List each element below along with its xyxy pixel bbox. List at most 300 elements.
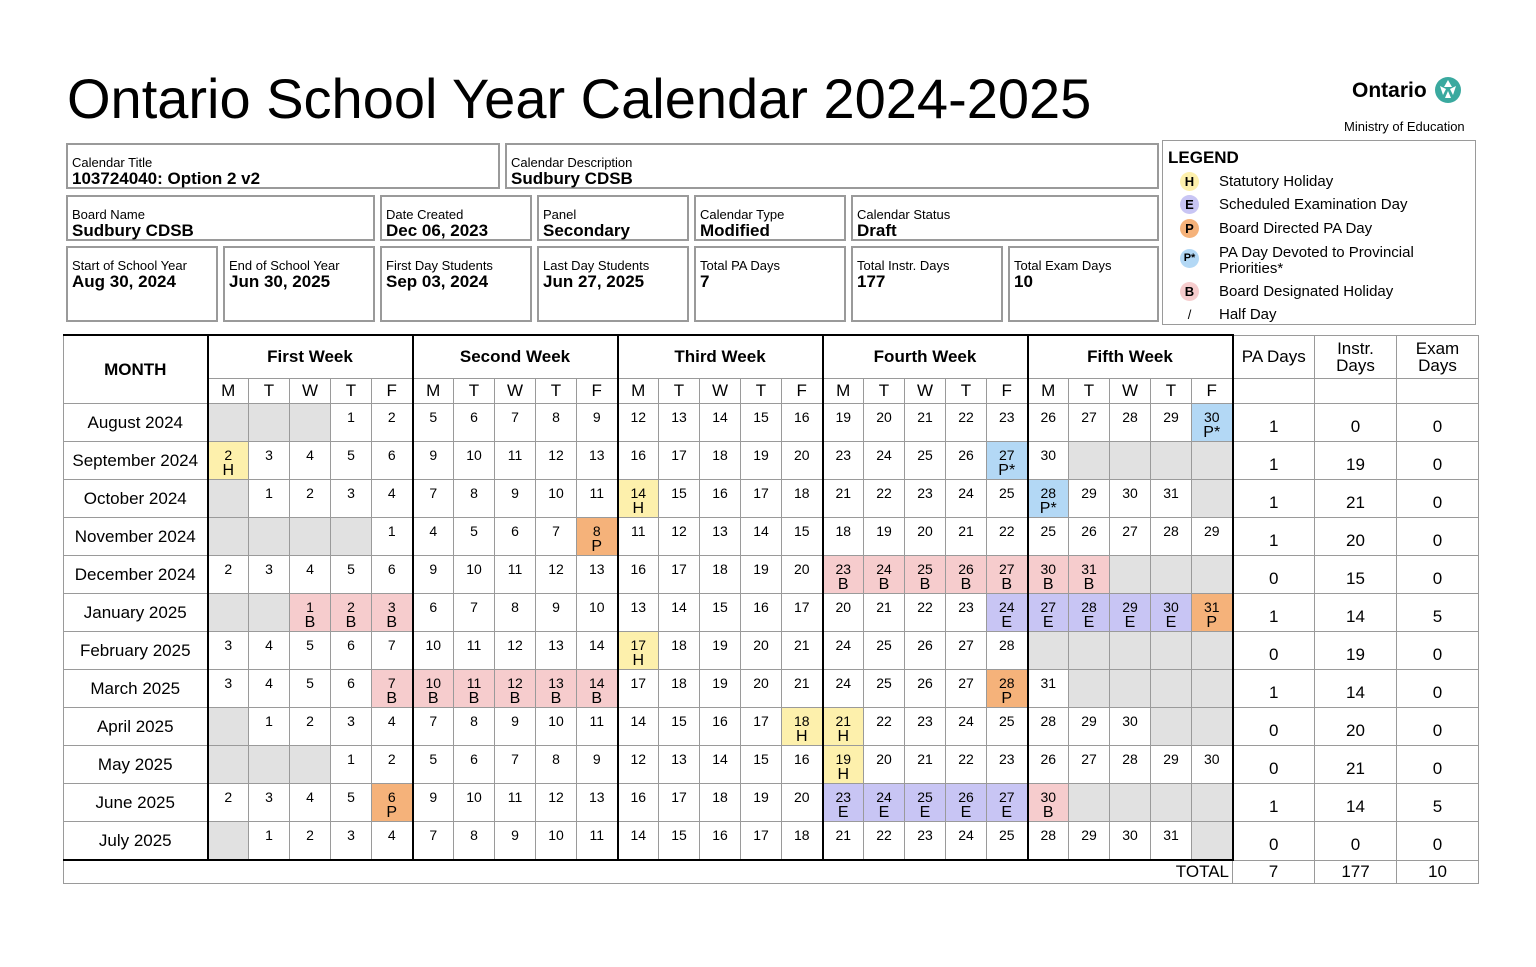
day-cell — [987, 594, 1028, 632]
day-cell — [577, 632, 618, 670]
day-cell — [905, 594, 946, 632]
day-cell — [1151, 480, 1192, 518]
day-marker: H — [795, 728, 808, 745]
day-number: 15 — [753, 409, 769, 425]
day-cell — [823, 594, 864, 632]
instr-days-value: 20 — [1315, 518, 1397, 556]
day-marker: H — [222, 462, 235, 479]
instr-days-value: 14 — [1315, 784, 1397, 822]
day-number: 23 — [958, 599, 974, 615]
day-marker: B — [960, 576, 972, 593]
day-cell — [1028, 746, 1069, 784]
day-number: 15 — [793, 523, 810, 539]
day-cell — [700, 632, 741, 670]
month-name: July 2025 — [64, 822, 208, 861]
day-number: 24 — [835, 675, 852, 691]
day-cell — [1110, 518, 1151, 556]
day-number: 29 — [1203, 523, 1220, 539]
day-number: 25 — [876, 675, 892, 691]
month-row — [64, 480, 1479, 518]
day-cell — [987, 670, 1028, 708]
day-cell — [331, 442, 372, 480]
day-cell — [905, 404, 946, 442]
total-instr-box — [851, 246, 1003, 322]
day-cell — [823, 632, 864, 670]
day-cell — [1028, 442, 1069, 480]
day-number: 18 — [671, 675, 687, 691]
empty-day-cell — [1192, 670, 1233, 708]
day-number: 24 — [876, 561, 892, 577]
day-number: 16 — [793, 409, 810, 425]
day-cell — [864, 746, 905, 784]
calendar-description-box — [505, 143, 1159, 189]
day-cell — [495, 708, 536, 746]
day-number: 9 — [511, 485, 519, 501]
day-number: 6 — [347, 637, 355, 653]
day-cell — [618, 784, 659, 822]
day-cell — [659, 442, 700, 480]
day-number: 12 — [507, 675, 523, 691]
empty-day-cell — [249, 746, 290, 784]
day-number: 13 — [588, 789, 605, 805]
day-cell — [413, 670, 454, 708]
day-marker: B — [837, 576, 849, 593]
day-number: 11 — [507, 561, 523, 577]
day-cell — [413, 556, 454, 594]
total-pa-box — [694, 246, 846, 322]
day-cell — [700, 556, 741, 594]
day-marker: B — [345, 614, 357, 631]
day-letter-header: T — [331, 379, 372, 404]
week-header: Second Week — [413, 335, 618, 379]
empty-day-cell — [331, 518, 372, 556]
day-number: 11 — [630, 523, 646, 539]
day-cell — [864, 632, 905, 670]
empty-day-cell — [1151, 670, 1192, 708]
day-marker: B — [878, 576, 890, 593]
week-header: First Week — [208, 335, 413, 379]
day-number: 16 — [630, 447, 647, 463]
calendar-title-box — [66, 143, 500, 189]
day-cell — [331, 632, 372, 670]
empty-day-cell — [1110, 632, 1151, 670]
day-number: 13 — [588, 561, 605, 577]
day-number: 23 — [835, 561, 852, 577]
field-label: Date Created — [386, 207, 464, 222]
empty-day-cell — [1192, 480, 1233, 518]
day-cell — [577, 708, 618, 746]
day-number: 6 — [387, 447, 396, 463]
day-number: 2 — [224, 447, 233, 463]
day-cell — [372, 594, 413, 632]
day-cell — [946, 480, 987, 518]
day-marker: B — [1042, 804, 1054, 821]
day-cell — [946, 404, 987, 442]
day-number: 21 — [835, 713, 852, 729]
day-cell — [618, 632, 659, 670]
empty-day-cell — [1151, 708, 1192, 746]
day-number: 1 — [265, 827, 273, 843]
day-cell — [987, 442, 1028, 480]
empty-day-cell — [208, 822, 249, 861]
day-marker: B — [386, 614, 398, 631]
day-cell — [372, 556, 413, 594]
month-name: November 2024 — [64, 518, 208, 556]
field-value: Aug 30, 2024 — [72, 272, 176, 291]
summary-blank-header — [1315, 379, 1397, 404]
day-cell — [905, 632, 946, 670]
day-cell — [946, 822, 987, 861]
day-cell — [987, 632, 1028, 670]
day-cell — [905, 746, 946, 784]
empty-day-cell — [290, 518, 331, 556]
day-number: 20 — [835, 599, 852, 615]
day-number: 25 — [876, 637, 892, 653]
day-number: 27 — [1081, 751, 1097, 767]
day-cell — [946, 784, 987, 822]
day-number: 23 — [998, 751, 1015, 767]
day-cell — [987, 404, 1028, 442]
day-number: 3 — [265, 561, 273, 577]
field-label: Total Exam Days — [1014, 258, 1112, 273]
day-cell — [290, 784, 331, 822]
legend-text: Board Designated Holiday — [1219, 283, 1394, 300]
legend — [1162, 140, 1476, 325]
day-cell — [208, 670, 249, 708]
day-cell — [413, 480, 454, 518]
day-marker: P* — [1203, 424, 1221, 441]
day-number: 2 — [306, 485, 314, 501]
day-number: 2 — [387, 751, 396, 767]
day-cell — [536, 632, 577, 670]
empty-day-cell — [1069, 442, 1110, 480]
day-number: 28 — [1081, 599, 1097, 615]
day-number: 9 — [511, 827, 519, 843]
day-cell — [536, 708, 577, 746]
day-marker: H — [837, 766, 850, 783]
day-cell — [536, 404, 577, 442]
day-cell — [1110, 404, 1151, 442]
day-number: 7 — [387, 675, 396, 691]
day-number: 14 — [630, 827, 647, 843]
day-number: 6 — [387, 789, 396, 805]
pa-day-icon: P — [1180, 219, 1199, 238]
day-number: 5 — [429, 409, 438, 425]
half-day-icon: / — [1187, 307, 1192, 322]
day-number: 1 — [347, 751, 355, 767]
day-cell — [1151, 404, 1192, 442]
day-marker: E — [1083, 614, 1095, 631]
day-number: 27 — [1040, 599, 1057, 615]
pa-days-value: 0 — [1233, 708, 1315, 746]
month-row — [64, 442, 1479, 480]
day-cell — [659, 480, 700, 518]
total-exam-box — [1008, 246, 1159, 322]
day-number: 22 — [958, 751, 974, 767]
day-cell — [741, 708, 782, 746]
month-row — [64, 594, 1479, 632]
day-marker: B — [919, 576, 931, 593]
day-cell — [659, 632, 700, 670]
day-cell — [741, 518, 782, 556]
day-number: 28 — [1040, 827, 1057, 843]
day-letter-header: F — [577, 379, 618, 404]
total-exam-value: 10 — [1397, 860, 1479, 884]
day-number: 26 — [1040, 409, 1057, 425]
day-cell — [454, 822, 495, 861]
day-number: 20 — [753, 675, 769, 691]
day-cell — [372, 784, 413, 822]
day-number: 20 — [876, 751, 892, 767]
week-header: Fourth Week — [823, 335, 1028, 379]
month-name: May 2025 — [64, 746, 208, 784]
day-cell — [331, 822, 372, 861]
empty-day-cell — [249, 518, 290, 556]
day-cell — [536, 442, 577, 480]
empty-day-cell — [1151, 442, 1192, 480]
day-cell — [495, 670, 536, 708]
day-number: 25 — [917, 561, 933, 577]
day-number: 5 — [306, 637, 314, 653]
day-cell — [782, 480, 823, 518]
day-cell — [331, 594, 372, 632]
day-cell — [290, 708, 331, 746]
day-cell — [782, 556, 823, 594]
day-number: 4 — [265, 675, 273, 691]
day-number: 5 — [347, 561, 355, 577]
day-cell — [1028, 594, 1069, 632]
day-cell — [1110, 708, 1151, 746]
exam-header-line2: Days — [1418, 355, 1457, 375]
day-letter-header: T — [741, 379, 782, 404]
day-number: 14 — [712, 751, 728, 767]
month-row — [64, 518, 1479, 556]
day-number: 18 — [712, 561, 728, 577]
day-number: 9 — [429, 561, 438, 577]
day-letter-header: M — [618, 379, 659, 404]
day-number: 6 — [347, 675, 355, 691]
day-number: 20 — [876, 409, 892, 425]
day-cell — [741, 404, 782, 442]
empty-day-cell — [1192, 556, 1233, 594]
day-letter-header: T — [659, 379, 700, 404]
exam-days-value: 0 — [1397, 518, 1479, 556]
day-number: 9 — [552, 599, 560, 615]
day-number: 10 — [548, 827, 564, 843]
panel-box — [537, 195, 689, 241]
day-number: 26 — [917, 675, 933, 691]
exam-days-value: 0 — [1397, 746, 1479, 784]
day-cell — [413, 518, 454, 556]
day-cell — [823, 518, 864, 556]
day-number: 4 — [306, 561, 314, 577]
day-cell — [987, 480, 1028, 518]
day-letter-header: T — [536, 379, 577, 404]
day-letter-header: T — [946, 379, 987, 404]
day-cell — [905, 556, 946, 594]
day-number: 27 — [998, 561, 1015, 577]
last-day-box — [537, 246, 689, 322]
day-cell — [372, 746, 413, 784]
day-number: 4 — [306, 789, 314, 805]
day-number: 3 — [224, 637, 233, 653]
field-value: Dec 06, 2023 — [386, 221, 489, 240]
day-marker: P — [1206, 614, 1218, 631]
day-cell — [454, 594, 495, 632]
logo-brand-text: Ontario — [1352, 79, 1427, 102]
day-cell — [577, 518, 618, 556]
day-cell — [372, 632, 413, 670]
day-number: 14 — [753, 523, 769, 539]
day-number: 28 — [1040, 713, 1057, 729]
empty-day-cell — [208, 594, 249, 632]
day-number: 29 — [1163, 409, 1179, 425]
month-row — [64, 746, 1479, 784]
day-cell — [823, 708, 864, 746]
day-number: 22 — [876, 713, 892, 729]
day-number: 31 — [1163, 485, 1179, 501]
day-cell — [659, 518, 700, 556]
legend-text: Scheduled Examination Day — [1219, 196, 1408, 213]
day-cell — [864, 480, 905, 518]
day-number: 4 — [306, 447, 314, 463]
day-cell — [741, 746, 782, 784]
month-row — [64, 632, 1479, 670]
day-cell — [741, 594, 782, 632]
day-letter-header: F — [1192, 379, 1233, 404]
day-number: 26 — [1040, 751, 1057, 767]
day-marker: B — [591, 690, 603, 707]
field-label: Panel — [543, 207, 577, 222]
day-number: 22 — [958, 409, 974, 425]
day-cell — [495, 822, 536, 861]
day-marker: B — [1042, 576, 1054, 593]
day-letter-header: M — [413, 379, 454, 404]
day-number: 19 — [835, 409, 852, 425]
exam-days-header — [1397, 335, 1479, 379]
field-value: Jun 27, 2025 — [543, 272, 645, 291]
day-cell — [823, 442, 864, 480]
day-number: 3 — [224, 675, 233, 691]
day-letter-header: F — [987, 379, 1028, 404]
day-cell — [1192, 518, 1233, 556]
pa-days-value: 0 — [1233, 746, 1315, 784]
day-number: 16 — [712, 827, 728, 843]
day-number: 30 — [1203, 751, 1220, 767]
month-name: June 2025 — [64, 784, 208, 822]
day-cell — [987, 784, 1028, 822]
day-cell — [700, 708, 741, 746]
day-number: 30 — [1163, 599, 1179, 615]
day-cell — [1028, 518, 1069, 556]
statutory-holiday-icon: H — [1180, 172, 1199, 191]
day-number: 13 — [588, 447, 605, 463]
day-cell — [249, 442, 290, 480]
month-name: September 2024 — [64, 442, 208, 480]
day-cell — [290, 556, 331, 594]
pa-days-header-text: PA Days — [1241, 347, 1306, 367]
day-cell — [823, 404, 864, 442]
day-marker: B — [550, 690, 562, 707]
day-letter-header: W — [495, 379, 536, 404]
exam-days-value: 0 — [1397, 632, 1479, 670]
day-cell — [1151, 746, 1192, 784]
day-cell — [249, 784, 290, 822]
total-pa-value: 7 — [1233, 860, 1315, 884]
day-cell — [1028, 480, 1069, 518]
legend-text: Statutory Holiday — [1219, 173, 1334, 190]
day-number: 15 — [671, 485, 687, 501]
day-cell — [577, 746, 618, 784]
day-number: 16 — [630, 561, 647, 577]
day-cell — [454, 404, 495, 442]
day-number: 31 — [1163, 827, 1179, 843]
day-cell — [290, 632, 331, 670]
day-cell — [536, 746, 577, 784]
ontario-logo — [1346, 74, 1476, 138]
day-cell — [905, 822, 946, 861]
day-number: 5 — [347, 447, 355, 463]
month-name: March 2025 — [64, 670, 208, 708]
day-cell — [618, 670, 659, 708]
day-letter-header: T — [1069, 379, 1110, 404]
day-cell — [208, 632, 249, 670]
day-number: 29 — [1081, 713, 1097, 729]
day-cell — [618, 404, 659, 442]
day-cell — [577, 670, 618, 708]
day-number: 21 — [793, 637, 810, 653]
day-cell — [331, 708, 372, 746]
day-cell — [782, 708, 823, 746]
ministry-name: Ministry of Education — [1344, 119, 1465, 134]
day-number: 2 — [347, 599, 355, 615]
day-number: 7 — [387, 637, 396, 653]
legend-text: Board Directed PA Day — [1219, 220, 1373, 237]
day-number: 21 — [876, 599, 892, 615]
day-number: 4 — [387, 827, 396, 843]
week-header: Third Week — [618, 335, 823, 379]
day-cell — [782, 404, 823, 442]
date-created-box — [380, 195, 532, 241]
day-cell — [741, 556, 782, 594]
month-row — [64, 556, 1479, 594]
field-label: Calendar Description — [511, 155, 633, 170]
day-cell — [1151, 594, 1192, 632]
day-number: 3 — [265, 447, 273, 463]
instr-days-value: 15 — [1315, 556, 1397, 594]
day-number: 16 — [712, 713, 728, 729]
day-cell — [946, 746, 987, 784]
day-number: 10 — [548, 713, 564, 729]
board-name-box — [66, 195, 375, 241]
empty-day-cell — [1151, 784, 1192, 822]
day-number: 18 — [835, 523, 852, 539]
day-number: 25 — [917, 789, 933, 805]
day-number: 20 — [793, 561, 810, 577]
empty-day-cell — [1192, 632, 1233, 670]
pa-days-value: 1 — [1233, 670, 1315, 708]
day-number: 8 — [470, 827, 478, 843]
month-header: MONTH — [64, 335, 208, 404]
empty-day-cell — [1192, 784, 1233, 822]
day-cell — [864, 556, 905, 594]
day-marker: P — [591, 538, 603, 555]
day-number: 14 — [630, 485, 647, 501]
day-number: 8 — [552, 409, 560, 425]
day-letter-header: W — [1110, 379, 1151, 404]
day-cell — [454, 784, 495, 822]
day-number: 24 — [958, 485, 974, 501]
